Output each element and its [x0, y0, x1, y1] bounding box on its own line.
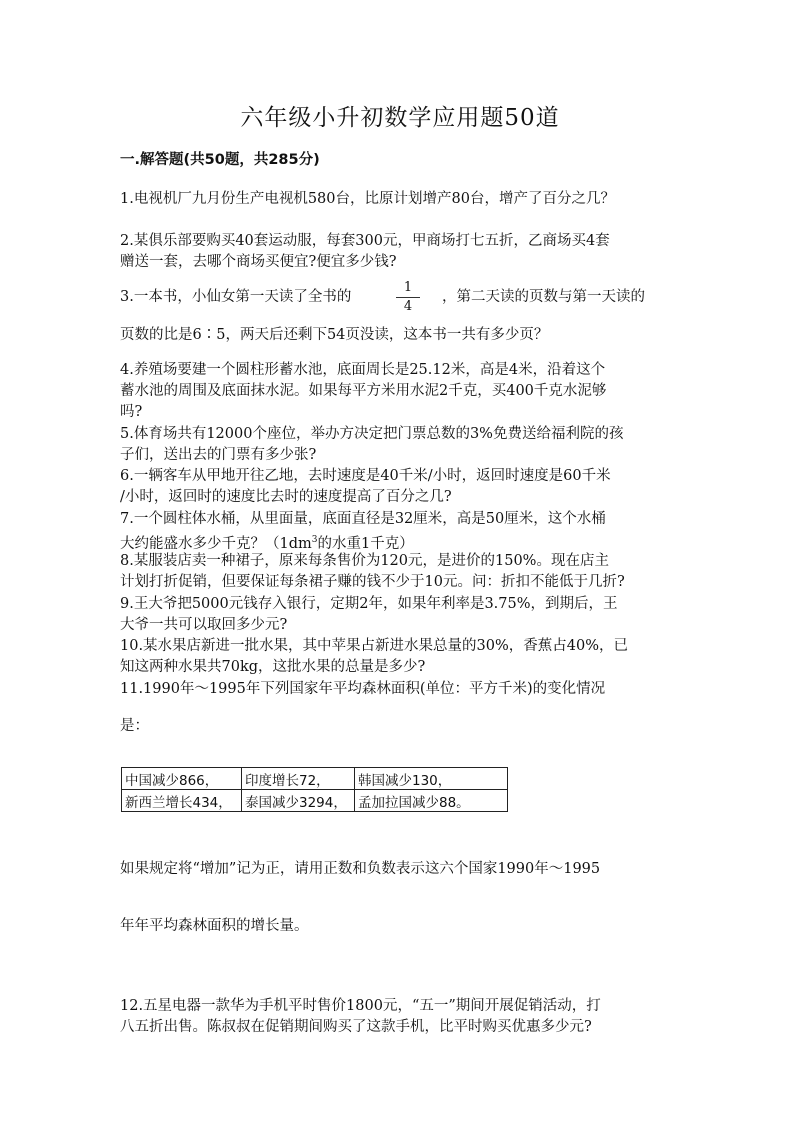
question-11-line-1: 11.1990年～1995年下列国家年平均森林面积(单位：平方千米)的变化情况	[120, 681, 606, 697]
table-cell: 印度增长72，	[242, 768, 355, 790]
table-cell: 中国减少866，	[122, 768, 242, 790]
fraction-denominator: 4	[403, 299, 413, 314]
question-1-line-1: 1.电视机厂九月份生产电视机580台，比原计划增产80台，增产了百分之几？	[120, 191, 615, 207]
question-9-line-2: 大爷一共可以取回多少元?	[120, 617, 288, 633]
question-3-line-1-before: 3.一本书，小仙女第一天读了全书的	[120, 289, 352, 305]
forest-change-table	[121, 767, 508, 812]
table-cell: 孟加拉国减少88。	[355, 790, 508, 812]
question-4-line-1: 4.养殖场要建一个圆柱形蓄水池，底面周长是25.12米，高是4米，沿着这个	[120, 362, 606, 378]
question-2-line-1: 2.某俱乐部要购买40套运动服，每套300元，甲商场打七五折，乙商场买4套	[120, 233, 610, 249]
question-8-line-2: 计划打折促销，但要保证每条裙子赚的钱不少于10元。问：折扣不能低于几折?	[120, 574, 625, 590]
fraction-numerator: 1	[396, 281, 420, 298]
question-3-line-2: 页数的比是6∶5，两天后还剩下54页没读，这本书一共有多少页？	[120, 327, 549, 343]
question-7-line-1: 7.一个圆柱体水桶，从里面量，底面直径是32厘米，高是50厘米，这个水桶	[120, 511, 606, 527]
question-6-line-2: /小时，返回时的速度比去时的速度提高了百分之几?	[120, 489, 452, 505]
question-2-line-2: 赠送一套，去哪个商场买便宜?便宜多少钱?	[120, 254, 397, 270]
question-11-line-3: 如果规定将“增加”记为正，请用正数和负数表示这六个国家1990年～1995	[120, 861, 601, 877]
question-7-line-2-before: 大约能盛水多少千克？（1dm	[120, 535, 312, 552]
question-5-line-1: 5.体育场共有12000个座位，举办方决定把门票总数的3%免费送给福利院的孩	[120, 426, 624, 442]
question-4-line-2: 蓄水池的周围及底面抹水泥。如果每平方米用水泥2千克，买400千克水泥够	[120, 383, 607, 399]
question-8-line-1: 8.某服装店卖一种裙子，原来每条售价为120元，是进价的150%。现在店主	[120, 553, 609, 569]
question-12-line-1: 12.五星电器一款华为手机平时售价1800元，“五一”期间开展促销活动，打	[120, 998, 601, 1014]
question-5-line-2: 子们，送出去的门票有多少张?	[120, 447, 317, 463]
question-3-line-1-after: ，第二天读的页数与第一天读的	[442, 289, 645, 305]
table-cell: 韩国减少130，	[355, 768, 508, 790]
table-row	[122, 790, 508, 812]
question-4-line-3: 吗?	[120, 404, 143, 420]
section-header: 一.解答题(共50题，共285分)	[120, 152, 320, 168]
table-cell: 新西兰增长434，	[122, 790, 242, 812]
cubic-superscript: 3	[311, 535, 318, 545]
question-11-line-2: 是：	[120, 718, 149, 734]
question-7-line-2-after: 的水重1千克）	[317, 535, 414, 552]
table-cell: 泰国减少3294，	[242, 790, 355, 812]
question-6-line-1: 6.一辆客车从甲地开往乙地，去时速度是40千米/小时，返回时速度是60千米	[120, 468, 611, 484]
question-12-line-2: 八五折出售。陈叔叔在促销期间购买了这款手机，比平时购买优惠多少元?	[120, 1019, 592, 1035]
question-10-line-1: 10.某水果店新进一批水果，其中苹果占新进水果总量的30%，香蕉占40%，已	[120, 638, 629, 654]
question-11-line-4: 年年平均森林面积的增长量。	[120, 918, 309, 934]
question-9-line-1: 9.王大爷把5000元钱存入银行，定期2年，如果年利率是3.75%，到期后，王	[120, 596, 618, 612]
document-title: 六年级小升初数学应用题50道	[240, 105, 560, 131]
table-row	[122, 768, 508, 790]
fraction-one-quarter	[396, 281, 420, 314]
question-10-line-2: 知这两种水果共70kg，这批水果的总量是多少?	[120, 659, 426, 675]
